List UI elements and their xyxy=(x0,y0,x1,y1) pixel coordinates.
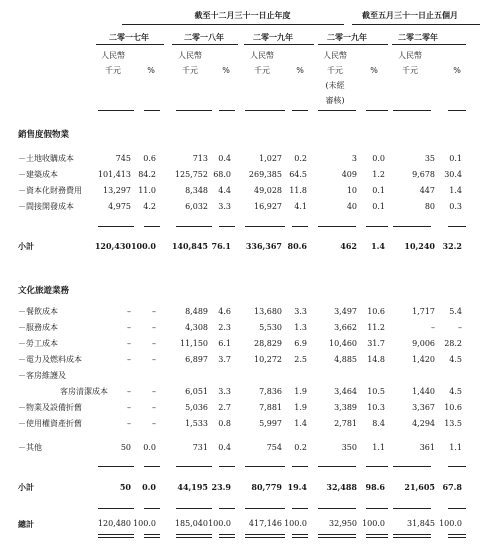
table-cell: 713 xyxy=(192,154,208,163)
unit-thousand-label: 千元 xyxy=(182,66,198,75)
year-rule xyxy=(318,44,388,45)
unit-percent-label: % xyxy=(453,66,461,75)
table-cell: 80 xyxy=(424,202,435,211)
table-cell: 1.9 xyxy=(294,403,307,412)
table-cell: 6,032 xyxy=(185,202,208,211)
table-cell: 0.1 xyxy=(372,186,385,195)
subtotal-rule xyxy=(366,466,388,467)
unit-rmb-label: 人民幣 xyxy=(178,51,202,60)
table-cell: 10 xyxy=(346,186,357,195)
table-cell: 40 xyxy=(346,202,357,211)
unit-percent-label: % xyxy=(147,66,155,75)
total-top-rule xyxy=(318,508,356,509)
table-cell: 3.3 xyxy=(218,387,231,396)
subtotal-cell: 76.1 xyxy=(211,241,231,251)
table-cell: 0.2 xyxy=(294,154,307,163)
unit-header-rule xyxy=(176,110,212,111)
total-double-rule xyxy=(245,537,285,538)
table-cell: 49,028 xyxy=(254,186,282,195)
subtotal-cell: 19.4 xyxy=(287,482,307,492)
subtotal-rule xyxy=(366,226,388,227)
row-label: －餐飲成本 xyxy=(18,307,58,316)
table-cell: 101,413 xyxy=(97,170,131,179)
subtotal-cell: 67.8 xyxy=(442,482,462,492)
table-cell: 14.8 xyxy=(367,355,385,364)
section-title-cultural-tourism: 文化旅遊業務 xyxy=(18,286,70,296)
table-cell: 13,680 xyxy=(254,307,282,316)
table-cell: 1.1 xyxy=(372,443,385,452)
table-cell: 13.5 xyxy=(444,419,462,428)
unit-thousand-label: 千元 xyxy=(105,66,121,75)
table-cell: – xyxy=(152,419,156,428)
table-cell: 9,678 xyxy=(412,170,435,179)
total-cell: 185,040 xyxy=(174,519,208,528)
unit-thousand-label: 千元 xyxy=(327,66,343,75)
subtotal-cell: 44,195 xyxy=(177,482,208,492)
total-top-rule xyxy=(292,508,308,509)
total-double-rule xyxy=(176,537,212,538)
table-cell: 2.5 xyxy=(294,355,307,364)
table-cell: 5,530 xyxy=(259,323,282,332)
subtotal-cell: 50 xyxy=(119,482,131,492)
unaudited-label-line2: 審核) xyxy=(325,96,345,105)
total-top-rule xyxy=(176,508,212,509)
table-cell: 6,051 xyxy=(185,387,208,396)
table-cell: 3 xyxy=(351,154,357,163)
unit-thousand-label: 千元 xyxy=(254,66,270,75)
table-cell: – xyxy=(458,323,462,332)
subtotal-rule xyxy=(144,226,160,227)
table-cell: 3,464 xyxy=(334,387,357,396)
table-cell: 3,497 xyxy=(334,307,357,316)
year-rule xyxy=(392,44,466,45)
table-cell: 4.5 xyxy=(449,355,462,364)
table-cell: 269,385 xyxy=(248,170,282,179)
table-cell: 31.7 xyxy=(367,339,385,348)
table-cell: 3.3 xyxy=(218,202,231,211)
row-label: －其他 xyxy=(18,443,42,452)
subtotal-rule xyxy=(292,226,308,227)
table-cell: – xyxy=(127,403,131,412)
total-double-rule xyxy=(366,534,388,535)
table-cell: – xyxy=(152,307,156,316)
table-cell: – xyxy=(127,323,131,332)
table-cell: 5,997 xyxy=(259,419,282,428)
table-cell: 4.4 xyxy=(218,186,231,195)
table-cell: 84.2 xyxy=(138,170,156,179)
table-cell: 1,533 xyxy=(185,419,208,428)
total-double-rule xyxy=(292,537,308,538)
table-cell: 4.2 xyxy=(143,202,156,211)
table-cell: 1.1 xyxy=(449,443,462,452)
subtotal-cell: 21,605 xyxy=(404,482,435,492)
subtotal-rule xyxy=(292,466,308,467)
unit-thousand-label: 千元 xyxy=(402,66,418,75)
table-cell: 10.6 xyxy=(367,307,385,316)
subtotal-cell: 98.6 xyxy=(365,482,385,492)
table-cell: 68.0 xyxy=(213,170,231,179)
year-2018: 二零一八年 xyxy=(184,32,224,42)
table-cell: – xyxy=(127,339,131,348)
subtotal-rule xyxy=(245,466,285,467)
table-cell: 10.5 xyxy=(367,387,385,396)
unit-header-rule xyxy=(98,110,134,111)
table-cell: 1,027 xyxy=(259,154,282,163)
subtotal-cell: 10,240 xyxy=(404,241,435,251)
subtotal-rule xyxy=(176,226,212,227)
table-cell: 731 xyxy=(192,443,208,452)
subtotal-cell: 336,367 xyxy=(245,241,282,251)
table-cell: 4,885 xyxy=(334,355,357,364)
table-cell: – xyxy=(152,339,156,348)
row-label: －建築成本 xyxy=(18,170,58,179)
table-cell: 10.6 xyxy=(444,403,462,412)
table-cell: 30.4 xyxy=(444,170,462,179)
subtotal-rule xyxy=(318,466,356,467)
table-cell: 0.0 xyxy=(372,154,385,163)
row-label: －物業及設備折舊 xyxy=(18,403,82,412)
unit-percent-label: % xyxy=(296,66,304,75)
unit-header-rule xyxy=(144,110,160,111)
unit-header-rule xyxy=(448,110,466,111)
header-rule-year xyxy=(122,24,344,25)
total-label: 總計 xyxy=(18,519,34,529)
total-double-rule xyxy=(292,534,308,535)
table-cell: 1.4 xyxy=(449,186,462,195)
subtotal-rule xyxy=(219,226,235,227)
table-cell: 8.4 xyxy=(372,419,385,428)
table-cell: 745 xyxy=(115,154,131,163)
unit-rmb-label: 人民幣 xyxy=(250,51,274,60)
total-double-rule xyxy=(366,537,388,538)
subtotal-cell: 140,845 xyxy=(171,241,208,251)
table-cell: 10.3 xyxy=(367,403,385,412)
table-cell: 447 xyxy=(419,186,435,195)
table-cell: 4.1 xyxy=(294,202,307,211)
row-label: －土地收購成本 xyxy=(18,154,74,163)
table-cell: 4,294 xyxy=(412,419,435,428)
subtotal-rule xyxy=(448,466,466,467)
table-cell: – xyxy=(127,387,131,396)
year-rule xyxy=(96,44,164,45)
table-cell: 13,297 xyxy=(103,186,131,195)
total-double-rule xyxy=(144,534,160,535)
header-group-year: 截至十二月三十一日止年度 xyxy=(194,10,291,20)
table-cell: 10,272 xyxy=(254,355,282,364)
unit-rmb-label: 人民幣 xyxy=(323,51,347,60)
row-label: －資本化財務費用 xyxy=(18,186,82,195)
subtotal-rule xyxy=(393,466,431,467)
unit-rmb-label: 人民幣 xyxy=(101,51,125,60)
table-cell: 3.3 xyxy=(294,307,307,316)
table-cell: 0.1 xyxy=(372,202,385,211)
table-cell: 4.6 xyxy=(218,307,231,316)
header-rule-five xyxy=(352,24,480,25)
total-cell: 120,480 xyxy=(97,519,131,528)
total-top-rule xyxy=(448,508,466,509)
table-cell: 11.0 xyxy=(138,186,156,195)
table-cell: 0.0 xyxy=(143,443,156,452)
table-cell: 1,717 xyxy=(412,307,435,316)
table-cell: 11.8 xyxy=(289,186,307,195)
total-double-rule xyxy=(245,534,285,535)
unit-rmb-label: 人民幣 xyxy=(398,51,422,60)
table-cell: 2.7 xyxy=(218,403,231,412)
table-cell: 1.3 xyxy=(294,323,307,332)
subtotal-rule xyxy=(393,226,431,227)
table-cell: 1.2 xyxy=(372,170,385,179)
subtotal-cell: 80,779 xyxy=(251,482,282,492)
table-cell: 11,150 xyxy=(180,339,208,348)
table-cell: 7,836 xyxy=(259,387,282,396)
unit-header-rule xyxy=(292,110,308,111)
table-cell: 35 xyxy=(424,154,435,163)
table-cell: 3.7 xyxy=(218,355,231,364)
total-top-rule xyxy=(393,508,431,509)
row-label: －間接開發成本 xyxy=(18,202,74,211)
table-cell: 361 xyxy=(419,443,435,452)
unit-header-rule xyxy=(318,110,356,111)
row-label: －服務成本 xyxy=(18,323,58,332)
year-rule xyxy=(172,44,238,45)
subtotal-rule xyxy=(318,226,356,227)
table-cell: 8,348 xyxy=(185,186,208,195)
table-cell: 125,752 xyxy=(174,170,208,179)
total-cell: 100.0 xyxy=(133,519,156,528)
subtotal-label: 小計 xyxy=(18,241,34,251)
subtotal-cell: 100.0 xyxy=(130,241,156,251)
total-double-rule xyxy=(219,537,235,538)
total-top-rule xyxy=(98,508,134,509)
total-double-rule xyxy=(318,534,356,535)
subtotal-cell: 32.2 xyxy=(442,241,462,251)
table-cell: 1.9 xyxy=(294,387,307,396)
table-cell: 7,881 xyxy=(259,403,282,412)
total-cell: 100.0 xyxy=(284,519,307,528)
table-cell: 0.4 xyxy=(218,443,231,452)
subtotal-cell: 32,488 xyxy=(326,482,357,492)
row-label: －客房維護及 xyxy=(18,371,66,380)
table-cell: 409 xyxy=(341,170,357,179)
total-double-rule xyxy=(318,537,356,538)
table-cell: 3,389 xyxy=(334,403,357,412)
row-label: －勞工成本 xyxy=(18,339,58,348)
subtotal-rule xyxy=(98,226,134,227)
table-cell: – xyxy=(152,355,156,364)
table-cell: 2.3 xyxy=(218,323,231,332)
table-cell: – xyxy=(127,355,131,364)
subtotal-rule xyxy=(176,466,212,467)
table-cell: 350 xyxy=(341,443,357,452)
table-cell: 3,367 xyxy=(412,403,435,412)
unit-header-rule xyxy=(393,110,431,111)
table-cell: – xyxy=(152,403,156,412)
table-cell: – xyxy=(127,419,131,428)
table-cell: 28,829 xyxy=(254,339,282,348)
year-2020-five: 二零二零年 xyxy=(398,32,438,42)
table-cell: 10,460 xyxy=(329,339,357,348)
table-cell: 4,308 xyxy=(185,323,208,332)
table-cell: 1,440 xyxy=(412,387,435,396)
unit-percent-label: % xyxy=(370,66,378,75)
total-cell: 100.0 xyxy=(208,519,231,528)
table-cell: 1,420 xyxy=(412,355,435,364)
table-cell: 5,036 xyxy=(185,403,208,412)
subtotal-label: 小計 xyxy=(18,482,34,492)
year-rule xyxy=(244,44,314,45)
total-double-rule xyxy=(448,534,466,535)
table-cell: 6.9 xyxy=(294,339,307,348)
table-cell: 4.5 xyxy=(449,387,462,396)
table-cell: – xyxy=(152,323,156,332)
table-cell: – xyxy=(127,307,131,316)
table-cell: 6,897 xyxy=(185,355,208,364)
unit-header-rule xyxy=(219,110,235,111)
total-top-rule xyxy=(219,508,235,509)
subtotal-rule xyxy=(144,466,160,467)
total-double-rule xyxy=(98,534,134,535)
total-double-rule xyxy=(98,537,134,538)
table-cell: 2,781 xyxy=(334,419,357,428)
total-double-rule xyxy=(393,537,431,538)
table-cell: 6.1 xyxy=(218,339,231,348)
unit-header-rule xyxy=(245,110,285,111)
row-label-continued: 客房清潔成本 xyxy=(60,387,108,396)
table-cell: 64.5 xyxy=(289,170,307,179)
total-double-rule xyxy=(219,534,235,535)
subtotal-cell: 23.9 xyxy=(211,482,231,492)
unaudited-label-line1: (未經 xyxy=(325,81,345,90)
year-2019-five: 二零一九年 xyxy=(327,32,367,42)
subtotal-cell: 80.6 xyxy=(287,241,307,251)
total-cell: 417,146 xyxy=(248,519,282,528)
subtotal-cell: 0.0 xyxy=(142,482,156,492)
table-cell: 8,489 xyxy=(185,307,208,316)
year-2019: 二零一九年 xyxy=(253,32,293,42)
unit-header-rule xyxy=(366,110,388,111)
table-cell: 50 xyxy=(120,443,131,452)
table-cell: – xyxy=(431,323,435,332)
table-cell: 1.4 xyxy=(294,419,307,428)
table-cell: 0.4 xyxy=(218,154,231,163)
table-cell: 16,927 xyxy=(254,202,282,211)
table-cell: 0.2 xyxy=(294,443,307,452)
header-group-five-months: 截至五月三十一日止五個月 xyxy=(362,10,458,20)
year-2017: 二零一七年 xyxy=(109,32,149,42)
total-double-rule xyxy=(144,537,160,538)
subtotal-cell: 120,430 xyxy=(94,241,131,251)
total-cell: 32,950 xyxy=(329,519,357,528)
table-cell: 11.2 xyxy=(367,323,385,332)
table-cell: – xyxy=(152,387,156,396)
subtotal-cell: 1.4 xyxy=(371,241,385,251)
total-top-rule xyxy=(144,508,160,509)
subtotal-rule xyxy=(219,466,235,467)
table-cell: 0.6 xyxy=(143,154,156,163)
table-cell: 4,975 xyxy=(108,202,131,211)
section-title-sales: 銷售度假物業 xyxy=(18,130,70,140)
total-double-rule xyxy=(393,534,431,535)
total-double-rule xyxy=(176,534,212,535)
table-cell: 754 xyxy=(266,443,282,452)
table-cell: 5.4 xyxy=(449,307,462,316)
table-cell: 28.2 xyxy=(444,339,462,348)
total-cell: 100.0 xyxy=(362,519,385,528)
table-cell: 0.3 xyxy=(449,202,462,211)
total-top-rule xyxy=(245,508,285,509)
subtotal-cell: 462 xyxy=(340,241,357,251)
row-label: －使用權資產折舊 xyxy=(18,419,82,428)
subtotal-rule xyxy=(245,226,285,227)
unit-percent-label: % xyxy=(222,66,230,75)
table-cell: 9,006 xyxy=(412,339,435,348)
total-cell: 100.0 xyxy=(439,519,462,528)
total-cell: 31,845 xyxy=(407,519,435,528)
total-top-rule xyxy=(366,508,388,509)
row-label: －電力及燃料成本 xyxy=(18,355,82,364)
table-cell: 0.8 xyxy=(218,419,231,428)
subtotal-rule xyxy=(98,466,134,467)
table-cell: 3,662 xyxy=(334,323,357,332)
total-double-rule xyxy=(448,537,466,538)
table-cell: 0.1 xyxy=(449,154,462,163)
subtotal-rule xyxy=(448,226,466,227)
